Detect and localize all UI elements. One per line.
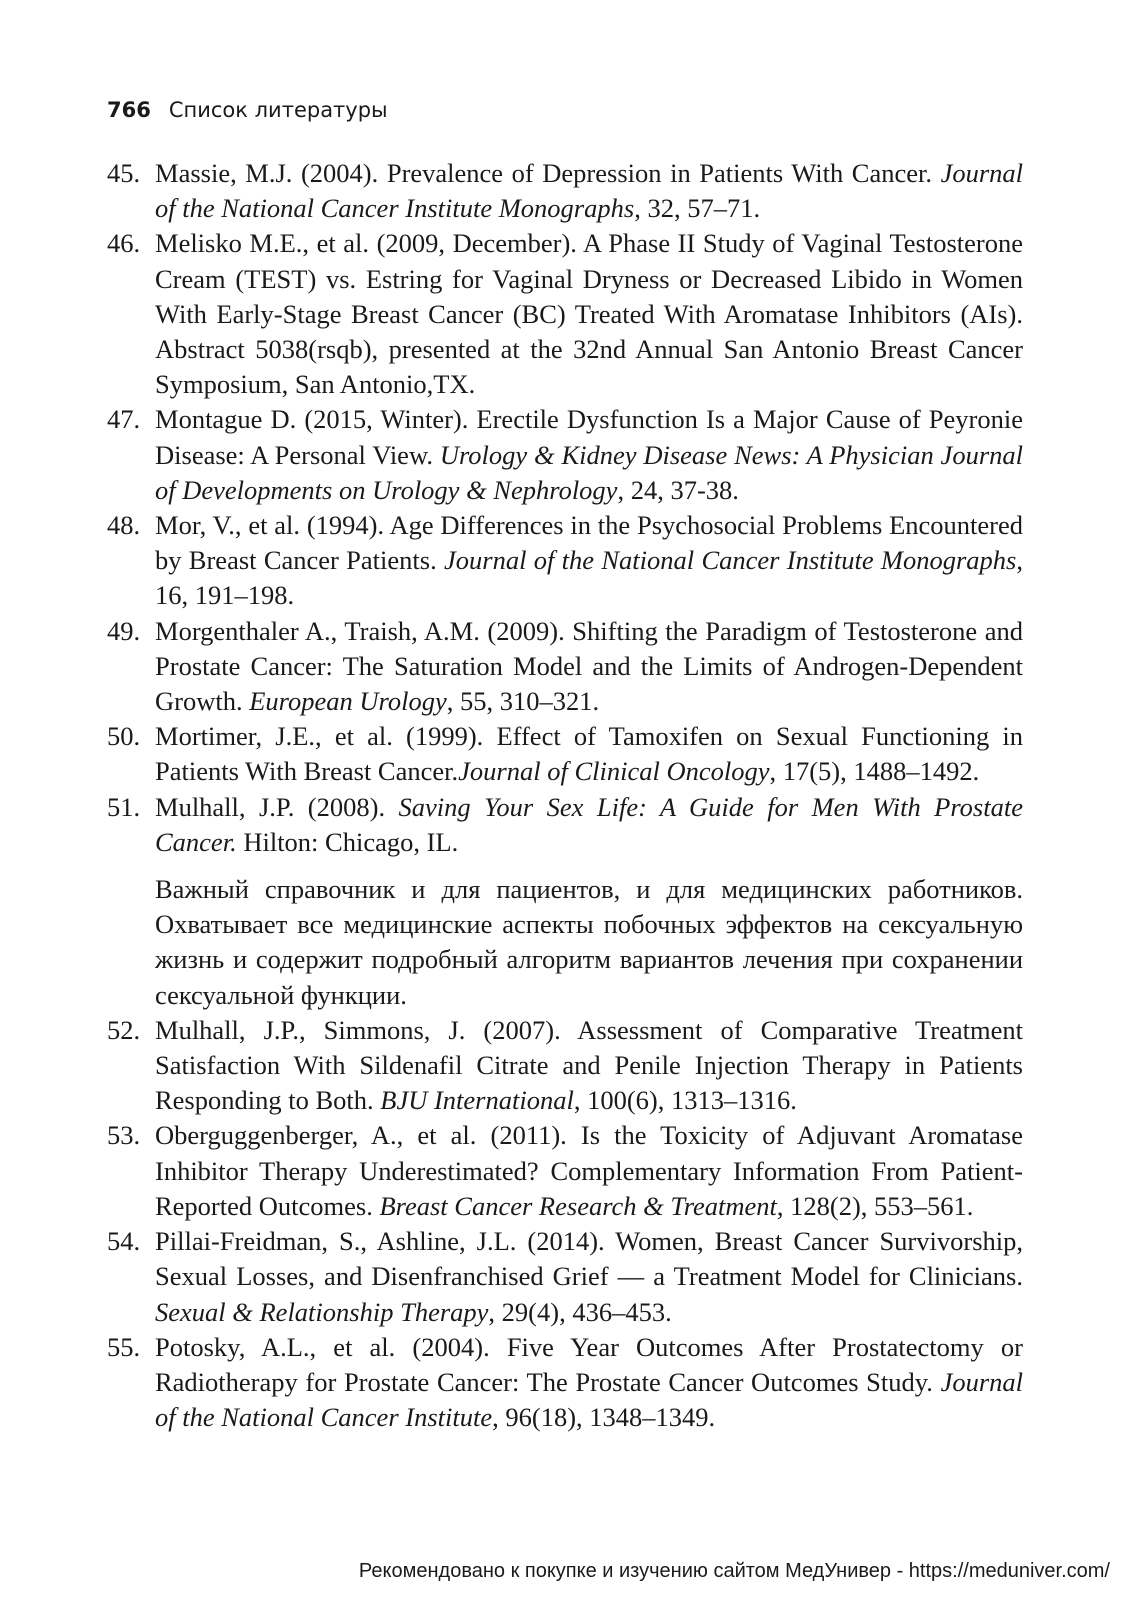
section-title: Список литературы [168,98,388,122]
reference-details: , 128(2), 553–561. [776,1190,974,1221]
reference-text [155,790,1023,860]
reference-body: Potosky, A.L., et al. (2004). Five Year Outcomes After Prostatectomy or Radiotherapy for Prostate Cancer: The Prostate Cancer Outcomes Study. [155,1331,1023,1397]
reference-annotation: Важный справочник и для пациентов, и для медицинских работников. Охватывает все медицинские аспекты побочных эффектов на сексуальную жизнь и содержит подробный алгоритм вариантов лечения при сохранении сексуальной функции. [155,874,1023,1010]
reference-details: , 55, 310–321. [446,686,600,717]
reference-source-title: European Urology [249,686,447,717]
reference-item [107,1013,1023,1119]
footer-note: Рекомендовано к покупке и изучению сайтом МедУнивер - https://meduniver.com/ [358,1560,1110,1582]
reference-text [155,156,1023,226]
reference-number: 45. [107,158,141,188]
reference-body: Pillai-Freidman, S., Ashline, J.L. (2014). Women, Breast Cancer Survivorship, Sexual Losses, and Disenfranchised Grief — a Treatment Model for Clinicians. [155,1226,1023,1292]
reference-details: , 29(4), 436–453. [488,1296,672,1327]
reference-details: , 16, 191–198. [155,545,1023,611]
reference-text [155,1013,1023,1119]
reference-item [107,402,1023,508]
reference-number: 49. [107,615,141,646]
reference-text [155,508,1023,614]
reference-text [155,1224,1023,1330]
reference-details: , 100(6), 1313–1316. [573,1085,797,1116]
reference-item [107,1224,1023,1330]
reference-item [107,790,1023,860]
reference-details: , 96(18), 1348–1349. [492,1402,716,1433]
reference-item [107,1330,1023,1436]
reference-text [155,614,1023,720]
reference-source-title: Journal of the National Cancer Institute [155,1366,1023,1433]
reference-body: Melisko M.E., et al. (2009, December). A Phase II Study of Vaginal Testosterone Cream (TEST) vs. Estring for Vaginal Dryness or Decreased Libido in Women With Early-Stage Breast Cancer (BC) Treated With Aromatase Inhibitors (AIs). Abstract 5038(rsqb), presented at the 32nd Annual San Antonio Breast Cancer Symposium, San Antonio,TX. [155,228,1023,400]
reference-source-title: Breast Cancer Research & Treatment [379,1190,777,1221]
reference-source-title: Journal of the National Cancer Institute Monographs [155,158,1023,224]
reference-body: Mulhall, J.P., Simmons, J. (2007). Assessment of Comparative Treatment Satisfaction With Sildenafil Citrate and Penile Injection Therapy in Patients Responding to Both. [155,1014,1023,1116]
reference-source-title: Urology & Kidney Disease News: A Physician Journal of Developments on Urology & Nephrology [155,439,1023,505]
reference-number: 50. [107,721,141,752]
reference-number: 51. [107,791,141,822]
reference-text [155,402,1023,508]
reference-number: 55. [107,1331,141,1362]
reference-source-title: Saving Your Sex Life: A Guide for Men With Prostate Cancer. [155,791,1023,857]
reference-body: Montague D. (2015, Winter). Erectile Dysfunction Is a Major Cause of Peyronie Disease: A Personal View. [155,404,1023,470]
reference-source-title: Sexual & Relationship Therapy [155,1296,489,1327]
reference-number: 48. [107,510,141,541]
reference-number: 52. [107,1014,141,1045]
reference-source-title: Journal of the National Cancer Institute Monographs [444,545,1017,576]
reference-item [107,614,1023,720]
reference-body: Massie, M.J. (2004). Prevalence of Depression in Patients With Cancer. [155,158,941,188]
reference-source-title: BJU International [380,1085,574,1116]
reference-body: Mulhall, J.P. (2008). [155,791,399,822]
reference-text [155,1330,1023,1436]
reference-body: Mortimer, J.E., et al. (1999). Effect of Tamoxifen on Sexual Functioning in Patients With Breast Cancer. [155,721,1023,787]
reference-text [155,719,1023,789]
reference-text [155,226,1023,402]
reference-number: 46. [107,228,141,259]
reference-body: Morgenthaler A., Traish, A.M. (2009). Shifting the Paradigm of Testosterone and Prostate Cancer: The Saturation Model and the Limits of Androgen-Dependent Growth. [155,615,1023,717]
reference-number: 54. [107,1226,141,1257]
reference-body: Oberguggenberger, A., et al. (2011). Is the Toxicity of Adjuvant Aromatase Inhibitor Therapy Underestimated? Complementary Information From Patient-Reported Outcomes. [155,1120,1023,1221]
reference-details: Hilton: Chicago, IL. [236,826,459,857]
reference-item [107,719,1023,789]
reference-item [107,156,1023,226]
reference-text [155,1118,1023,1224]
reference-list [107,156,1023,1435]
reference-details: , 24, 37-38. [617,474,739,505]
page-header [107,98,388,122]
page-number: 766 [107,98,151,122]
reference-item [107,226,1023,402]
reference-item [107,1118,1023,1224]
reference-details: , 17(5), 1488–1492. [769,756,980,787]
reference-number: 47. [107,404,141,435]
reference-body: Mor, V., et al. (1994). Age Differences in the Psychosocial Problems Encountered by Breast Cancer Patients. [155,510,1023,576]
reference-details: , 32, 57–71. [634,193,761,224]
reference-item [107,508,1023,614]
reference-number: 53. [107,1120,141,1151]
reference-source-title: Journal of Clinical Oncology [458,756,770,787]
